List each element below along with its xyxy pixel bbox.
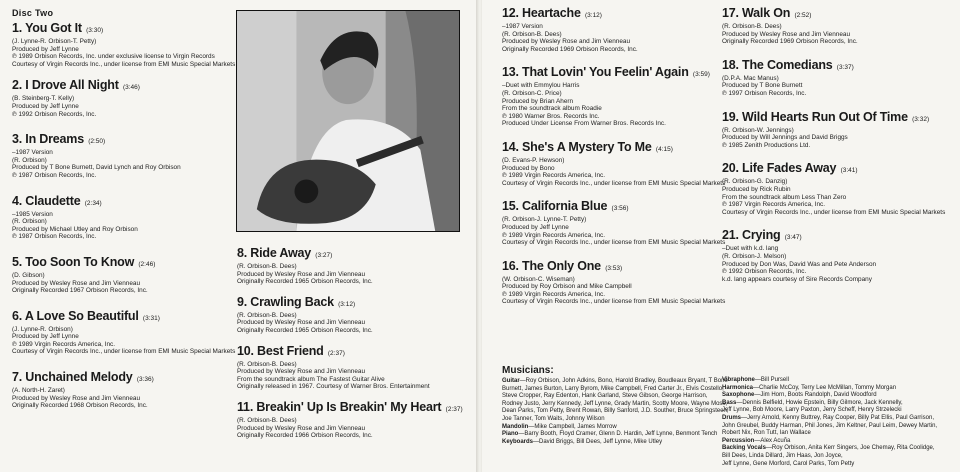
track-credit-line: Produced by Roy Orbison and Mike Campbell	[502, 283, 632, 291]
track-credit-line: (R. Orbison-B. Dees)	[237, 311, 297, 319]
track-credit-line: (J. Lynne-R. Orbison-T. Petty)	[12, 38, 97, 45]
musician-line: Harmonica—Charlie McCoy, Terry Lee McMillan, Tommy Morgan	[722, 384, 897, 391]
track-duration: (3:32)	[912, 115, 930, 123]
track-title: 5. Too Soon To Know (2:46)	[12, 254, 156, 269]
track-entry	[12, 21, 236, 68]
track-duration: (3:31)	[142, 314, 160, 322]
track-title: 1. You Got It (3:30)	[12, 21, 104, 35]
musician-line: Drums—Jerry Arnold, Kenny Buttrey, Ray Cooper, Billy Pat Ellis, Paul Garrison,	[722, 414, 934, 421]
musician-line: Steve Cropper, Ray Edenton, Hank Garland, Steve Gibson, George Harrison,	[502, 393, 708, 400]
track-credit-line: Originally Recorded 1969 Orbison Records, Inc.	[502, 45, 638, 53]
track-duration: (3:37)	[836, 63, 854, 71]
track-credit-line: Produced by Jeff Lynne	[12, 333, 79, 341]
track-credit-line: Originally Recorded 1967 Orbison Records, Inc.	[12, 287, 148, 295]
track-credit-line: (R. Orbison-B. Dees)	[502, 30, 562, 38]
track-credit-line: (R. Orbison-B. Dees)	[722, 23, 782, 30]
track-credit-line: (D.P.A. Mac Manus)	[722, 74, 779, 82]
track-credit-line: Produced by Jeff Lynne	[12, 102, 79, 110]
instrument-label: Saxophone	[722, 392, 755, 399]
track-credit-line: ℗ 1985 Zenith Productions Ltd.	[722, 141, 811, 149]
track-entry	[12, 78, 232, 118]
track-duration: (3:12)	[584, 12, 602, 19]
track-credit-line: Produced Under License From Warner Bros. Records Inc.	[502, 120, 666, 128]
track-title: 6. A Love So Beautiful (3:31)	[12, 308, 160, 323]
instrument-label: Percussion	[722, 437, 755, 444]
track-credit-line: Courtesy of Virgin Records Inc., under license from EMI Music Special Markets	[12, 60, 236, 68]
track-duration: (2:37)	[327, 349, 345, 357]
track-credit-line: Produced by Don Was, David Was and Pete Anderson	[722, 260, 877, 268]
instrument-label: Guitar	[502, 378, 520, 384]
track-credit-line: (R. Orbison)	[12, 218, 47, 226]
track-title: 18. The Comedians (3:37)	[722, 57, 854, 72]
track-entry	[12, 255, 232, 295]
track-credit-line: ℗ 1997 Orbison Records, Inc.	[722, 89, 807, 97]
track-entry	[502, 65, 717, 128]
track-credit-line: ℗ 1980 Warner Bros. Records Inc.	[502, 112, 600, 120]
right-column-1	[502, 6, 726, 306]
track-duration: (3:47)	[784, 234, 802, 242]
track-list	[237, 246, 467, 440]
track-duration: (3:12)	[338, 300, 356, 308]
musician-line: Jeff Lynne, Gene Morford, Carol Parks, Tom Petty	[722, 460, 855, 467]
track-credit-line: ℗ 1992 Orbison Records, Inc.	[12, 110, 97, 118]
left-column-1	[12, 8, 236, 410]
musicians-list-right	[722, 377, 942, 468]
musician-line: Saxophone—Jim Horn, Boots Randolph, David Woodford	[722, 392, 877, 399]
track-title: 9. Crawling Back (3:12)	[237, 294, 356, 309]
right-page	[482, 0, 960, 472]
track-credit-line: (D. Evans-P. Hewson)	[502, 156, 565, 164]
left-column-2	[237, 246, 467, 440]
track-credit-line: From the soundtrack album The Fastest Guitar Alive	[237, 375, 385, 383]
track-credit-line: Produced by Wesley Rose and Jim Vienneau	[12, 279, 141, 287]
track-title: 12. Heartache (3:12)	[502, 6, 602, 20]
musician-line: John Greubel, Buddy Harman, Phil Jones, Jim Keltner, Paul Leim, Dewey Martin,	[722, 422, 938, 429]
track-entry	[237, 295, 467, 335]
instrument-label: Vibraphone	[722, 377, 755, 383]
track-credit-line: (J. Lynne-R. Orbison)	[12, 325, 73, 333]
track-credit-line: Produced by Will Jennings and David Briggs	[722, 134, 848, 142]
musician-line: Bass—Dennis Belfield, Howie Epstein, Billy Gilmore, Jack Kennelly,	[722, 399, 903, 406]
track-credit-line: Produced by Rick Rubin	[722, 185, 791, 193]
track-entry	[722, 228, 958, 283]
right-column-2	[722, 6, 958, 283]
musician-line: Piano—Barry Booth, Floyd Cramer, Glenn D. Hardin, Jeff Lynne, Benmont Tench	[502, 431, 718, 438]
track-credit-line: ℗ 1987 Virgin Records America, Inc.	[722, 201, 825, 209]
track-credit-line: Produced by T Bone Burnett	[722, 82, 803, 90]
track-credit-line: –1985 Version	[12, 210, 53, 218]
track-credit-line: ℗ 1992 Orbison Records, Inc.	[722, 268, 807, 276]
track-credit-line: (R. Orbison-W. Jennings)	[722, 126, 794, 134]
track-title: 13. That Lovin' You Feelin' Again (3:59)	[502, 65, 710, 80]
track-list	[502, 6, 726, 306]
track-credit-line: Courtesy of Virgin Records Inc., under license from EMI Music Special Markets	[502, 298, 726, 306]
track-title: 17. Walk On (2:52)	[722, 6, 812, 20]
track-entry	[502, 6, 717, 53]
track-credit-line: Originally Recorded 1968 Orbison Records, Inc.	[12, 402, 148, 410]
musician-line: Dean Parks, Tom Petty, Brent Rowan, Billy Sanford, J.D. Souther, Bruce Springsteen,	[502, 408, 729, 415]
track-duration: (2:52)	[794, 12, 812, 19]
track-credit-line: ℗ 1989 Virgin Records America, Inc.	[502, 231, 605, 239]
track-credit-line: Courtesy of Virgin Records Inc., under license from EMI Music Special Markets	[502, 179, 726, 187]
track-credit-line: (D. Gibson)	[12, 271, 45, 279]
track-entry	[12, 194, 232, 241]
track-duration: (2:46)	[138, 260, 156, 268]
track-duration: (3:41)	[840, 167, 858, 175]
musician-line: Mandolin—Mike Campbell, James Morrow	[502, 423, 617, 430]
instrument-label: Bass	[722, 399, 737, 406]
musicians-heading: Musicians:	[502, 365, 554, 376]
musician-line: Backing Vocals—Roy Orbison, Anita Kerr Singers, Joe Chemay, Rita Coolidge,	[722, 445, 935, 452]
track-title: 3. In Dreams (2:50)	[12, 132, 106, 147]
track-credit-line: Courtesy of Virgin Records Inc., under license from EMI Music Special Markets	[722, 208, 946, 216]
musician-line: Burnett, James Burton, Larry Byrom, Mike Campbell, Fred Carter Jr., Elvis Costello,	[502, 385, 724, 392]
track-credit-line: (R. Orbison)	[12, 156, 47, 164]
track-credit-line: Produced by Bono	[502, 164, 555, 172]
track-entry	[722, 58, 958, 98]
track-title: 15. California Blue (3:56)	[502, 199, 629, 214]
track-credit-line: (B. Steinberg-T. Kelly)	[12, 95, 75, 103]
track-duration: (3:59)	[692, 71, 710, 79]
track-entry	[237, 246, 467, 286]
track-credit-line: Produced by Wesley Rose and Jim Vienneau	[12, 394, 141, 402]
track-credit-line: Produced by Wesley Rose and Jim Vienneau	[237, 368, 366, 376]
track-entry	[12, 370, 232, 410]
musician-line: Vibraphone—Bill Pursell	[722, 377, 789, 383]
track-credit-line: Originally Recorded 1966 Orbison Records, Inc.	[237, 432, 373, 440]
track-credit-line: Produced by Michael Utley and Roy Orbison	[12, 225, 138, 233]
track-list	[12, 21, 236, 410]
track-entry	[502, 139, 726, 187]
track-credit-line: Produced by Wesley Rose and Jim Vienneau	[237, 270, 366, 278]
track-duration: (3:36)	[136, 376, 154, 384]
track-credit-line: –Duet with k.d. lang	[722, 245, 779, 253]
track-title: 11. Breakin' Up Is Breakin' My Heart (2:37)	[237, 399, 463, 414]
track-entry	[502, 258, 726, 306]
musician-line: Rodney Justo, Jerry Kennedy, Jeff Lynne, Grady Martin, Scotty Moore, Wayne Moss,	[502, 400, 728, 407]
track-entry	[237, 344, 467, 391]
track-title: 4. Claudette (2:34)	[12, 193, 102, 208]
track-duration: (3:53)	[605, 264, 623, 272]
musician-line: Keyboards—David Briggs, Bill Dees, Jeff Lynne, Mike Utley	[502, 438, 663, 445]
track-credit-line: ℗ 1989 Virgin Records America, Inc.	[12, 340, 115, 348]
track-credit-line: Courtesy of Virgin Records Inc., under license from EMI Music Special Markets	[12, 348, 236, 356]
track-duration: (2:37)	[445, 405, 463, 413]
disc-label: Disc Two	[12, 8, 54, 18]
left-page	[0, 0, 478, 472]
artist-photo-image	[237, 11, 459, 231]
track-entry	[12, 308, 236, 356]
track-title: 2. I Drove All Night (3:46)	[12, 78, 140, 93]
musician-line: Bill Dees, Linda Dillard, Jim Haas, Jon Joyce,	[722, 452, 843, 459]
track-list	[722, 6, 958, 283]
track-credit-line: ℗ 1989 Virgin Records America, Inc.	[502, 172, 605, 180]
track-entry	[502, 199, 726, 247]
track-credit-line: (R. Orbison-B. Dees)	[237, 416, 297, 424]
instrument-label: Harmonica	[722, 384, 754, 391]
track-credit-line: (R. Orbison-J. Lynne-T. Petty)	[502, 216, 587, 224]
track-credit-line: ℗ 1987 Orbison Records, Inc.	[12, 233, 97, 241]
track-credit-line: Produced by Jeff Lynne	[502, 223, 569, 231]
track-credit-line: k.d. lang appears courtesy of Sire Records Company	[722, 275, 872, 283]
track-credit-line: (R. Orbison-G. Danzig)	[722, 178, 788, 186]
musician-line: Guitar—Roy Orbison, John Adkins, Bono, Harold Bradley, Boudleaux Bryant, T Bone	[502, 378, 728, 384]
track-credit-line: (W. Orbison-C. Wiseman)	[502, 275, 575, 283]
track-credit-line: –1987 Version	[12, 149, 53, 157]
track-credit-line: –Duet with Emmylou Harris	[502, 82, 580, 90]
instrument-label: Piano	[502, 431, 519, 438]
instrument-label: Drums	[722, 414, 742, 421]
track-credit-line: (R. Orbison-B. Dees)	[237, 263, 297, 270]
track-credit-line: Produced by Wesley Rose and Jim Vienneau	[722, 30, 851, 38]
track-credit-line: Produced by Jeff Lynne	[12, 45, 79, 53]
track-credit-line: (R. Orbison-J. Melson)	[722, 252, 787, 260]
instrument-label: Keyboards	[502, 438, 534, 445]
track-title: 8. Ride Away (3:27)	[237, 246, 333, 260]
track-credit-line: Produced by Wesley Rose and Jim Vienneau	[237, 319, 366, 327]
track-title: 14. She's A Mystery To Me (4:15)	[502, 139, 673, 154]
track-credit-line: Originally Recorded 1965 Orbison Records, Inc.	[237, 326, 373, 334]
track-duration: (3:46)	[122, 84, 140, 92]
track-credit-line: Produced by T Bone Burnett, David Lynch and Roy Orbison	[12, 164, 181, 172]
track-title: 7. Unchained Melody (3:36)	[12, 370, 154, 385]
track-credit-line: Courtesy of Virgin Records Inc., under license from EMI Music Special Markets	[502, 239, 726, 247]
track-credit-line: (R. Orbison-C. Price)	[502, 89, 562, 97]
track-credit-line: Produced by Wesley Rose and Jim Vienneau	[502, 38, 631, 46]
musician-line: Joe Tanner, Tom Waits, Johnny Wilson	[502, 415, 605, 422]
track-credit-line: From the soundtrack album Less Than Zero	[722, 193, 847, 201]
track-credit-line: From the soundtrack album Roadie	[502, 105, 602, 113]
track-credit-line: Originally Recorded 1965 Orbison Records, Inc.	[237, 278, 373, 286]
musician-line: Jeff Lynne, Bob Moore, Larry Paxton, Jerry Scheff, Henry Strzelecki	[722, 407, 902, 414]
track-title: 19. Wild Hearts Run Out Of Time (3:32)	[722, 109, 930, 124]
track-title: 10. Best Friend (2:37)	[237, 343, 345, 358]
instrument-label: Backing Vocals	[722, 445, 766, 452]
track-entry	[12, 132, 232, 179]
track-duration: (3:30)	[86, 27, 104, 34]
track-credit-line: ℗ 1987 Orbison Records, Inc.	[12, 171, 97, 179]
track-entry	[722, 161, 958, 216]
musician-line: Percussion—Alex Acuña	[722, 437, 791, 444]
track-credit-line: ℗ 1989 Orbison Records, Inc. under exclusive license to Virgin Records	[12, 53, 215, 61]
track-duration: (4:15)	[655, 145, 673, 153]
track-credit-line: Produced by Wesley Rose and Jim Vienneau	[237, 424, 366, 432]
track-title: 20. Life Fades Away (3:41)	[722, 161, 858, 176]
track-duration: (3:27)	[315, 252, 333, 259]
track-entry	[722, 6, 958, 46]
track-duration: (3:56)	[611, 205, 629, 213]
track-credit-line: Originally released in 1967. Courtesy of Warner Bros. Entertainment	[237, 383, 430, 391]
track-credit-line: (R. Orbison-B. Dees)	[237, 360, 297, 368]
track-duration: (2:34)	[84, 199, 102, 207]
track-credit-line: Originally Recorded 1969 Orbison Records, Inc.	[722, 38, 858, 46]
track-title: 21. Crying (3:47)	[722, 228, 802, 243]
musician-line: Robert Nix, Ron Tutt, Ian Wallace	[722, 430, 811, 437]
track-entry	[237, 400, 467, 440]
track-credit-line: ℗ 1989 Virgin Records America, Inc.	[502, 290, 605, 298]
artist-photo	[236, 10, 460, 232]
track-duration: (2:50)	[88, 138, 106, 146]
track-credit-line: (A. North-H. Zaret)	[12, 387, 65, 395]
track-credit-line: Produced by Brian Ahern	[502, 97, 574, 105]
track-credit-line: –1987 Version	[502, 23, 543, 30]
track-title: 16. The Only One (3:53)	[502, 258, 623, 273]
instrument-label: Mandolin	[502, 423, 529, 430]
track-entry	[722, 110, 958, 150]
